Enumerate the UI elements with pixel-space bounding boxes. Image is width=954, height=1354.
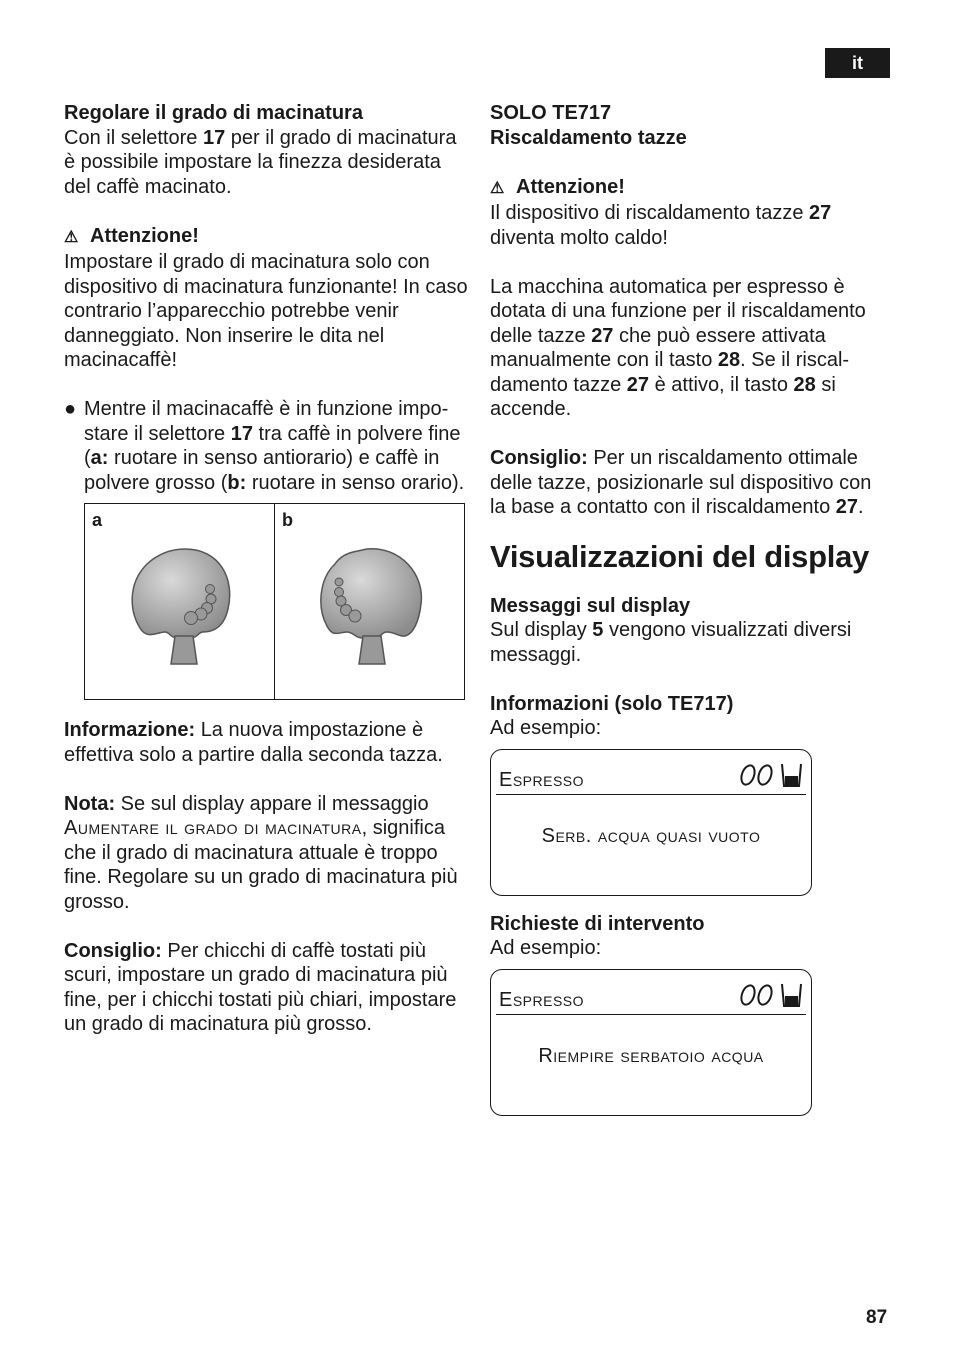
- left-column: [64, 101, 469, 1037]
- display-example-info: [490, 749, 812, 896]
- warning-text: Impostare il grado di macinatura solo con dispositivo di macinatura funzionante! In caso contrario l’apparecchio potrebbe venir danneggiato. Non inserire le dita nel macinacaffè!: [64, 251, 468, 371]
- warning-heading-right: ⚠ Attenzione!: [490, 175, 890, 202]
- grind-title: Regolare il grado di macinatura: [64, 102, 363, 124]
- service-title: Richieste di intervento: [490, 912, 705, 935]
- messages-paragraph: Sul display 5 vengono visualizzati diversi messaggi.: [490, 619, 852, 666]
- tip-paragraph: Consiglio: Per chicchi di caffè tostati più scuri, impostare un grado di macinatura più fine, per i chicchi tostati più chiari, impostare un grado di macinatura più grosso.: [64, 939, 457, 1035]
- messages-title: Messaggi sul display: [490, 594, 691, 617]
- language-tab: it: [825, 48, 890, 78]
- warning-icon: ⚠: [64, 228, 79, 246]
- note-paragraph: Nota: Se sul display appare il messaggio Aumentare il grado di macinatura, significa che il grado di macinatura attuale è troppo fine. Regolare su un grado di macinatura più grosso.: [64, 792, 458, 913]
- model-title: SOLO TE717: [490, 102, 612, 124]
- display-example-service: [490, 969, 812, 1116]
- warning-icon: ⚠: [490, 179, 505, 197]
- strength-cup-icon: [737, 760, 805, 797]
- figure-label-a: a: [92, 510, 103, 530]
- figure-panel-b: [274, 504, 464, 699]
- cup-heating-title: Riscaldamento tazze: [490, 126, 687, 149]
- figure-label-b: b: [282, 510, 293, 530]
- selector-knob-b-icon: [275, 504, 464, 699]
- display-beverage: Espresso: [499, 988, 585, 1011]
- warning-heading: ⚠ Attenzione!: [64, 224, 469, 251]
- instruction-bullet: ● Mentre il macinacaffè è in funzione impostare il selettore 17 tra caffè in polvere fine (a: ruotare in senso antiorario) e caffè in polvere grosso (b: ruotare in senso orario).: [64, 398, 465, 494]
- tip-paragraph-right: Consiglio: Per un riscaldamento ottimale delle tazze, posizionarle sul dispositivo con la base a contatto con il riscaldamento 27.: [490, 447, 872, 518]
- page-number: 87: [866, 1307, 888, 1328]
- selector-knob-a-icon: [85, 504, 274, 699]
- display-beverage: Espresso: [499, 768, 585, 791]
- bullet-icon: ●: [64, 398, 77, 420]
- figure-panel-a: [85, 504, 274, 699]
- display-divider: [496, 1014, 806, 1015]
- grinder-figure: [84, 503, 465, 700]
- section-title: Visualizzazioni del display: [490, 538, 869, 574]
- info-example: Ad esempio:: [490, 717, 602, 739]
- display-message: Riempire serbatoio acqua: [538, 1044, 764, 1067]
- grind-paragraph: Con il selettore 17 per il grado di macinatura è possibile impostare la finezza desiderata del caffè macinato.: [64, 126, 457, 198]
- right-column: [490, 101, 890, 1116]
- strength-cup-icon: [737, 980, 805, 1017]
- warning-text-right: Il dispositivo di riscaldamento tazze 27 diventa molto caldo!: [490, 202, 832, 249]
- service-example: Ad esempio:: [490, 937, 602, 959]
- info-title: Informazioni (solo TE717): [490, 692, 734, 715]
- info-paragraph: Informazione: La nuova impostazione è effettiva solo a partire dalla seconda tazza.: [64, 719, 443, 766]
- cup-heating-paragraph: La macchina automatica per espresso è dotata di una funzione per il riscaldamento delle tazze 27 che può essere attivata manualmente con il tasto 28. Se il riscaldamento tazze 27 è attivo, il tasto 28 si accende.: [490, 275, 866, 420]
- display-divider: [496, 794, 806, 795]
- display-message: Serb. acqua quasi vuoto: [541, 824, 761, 847]
